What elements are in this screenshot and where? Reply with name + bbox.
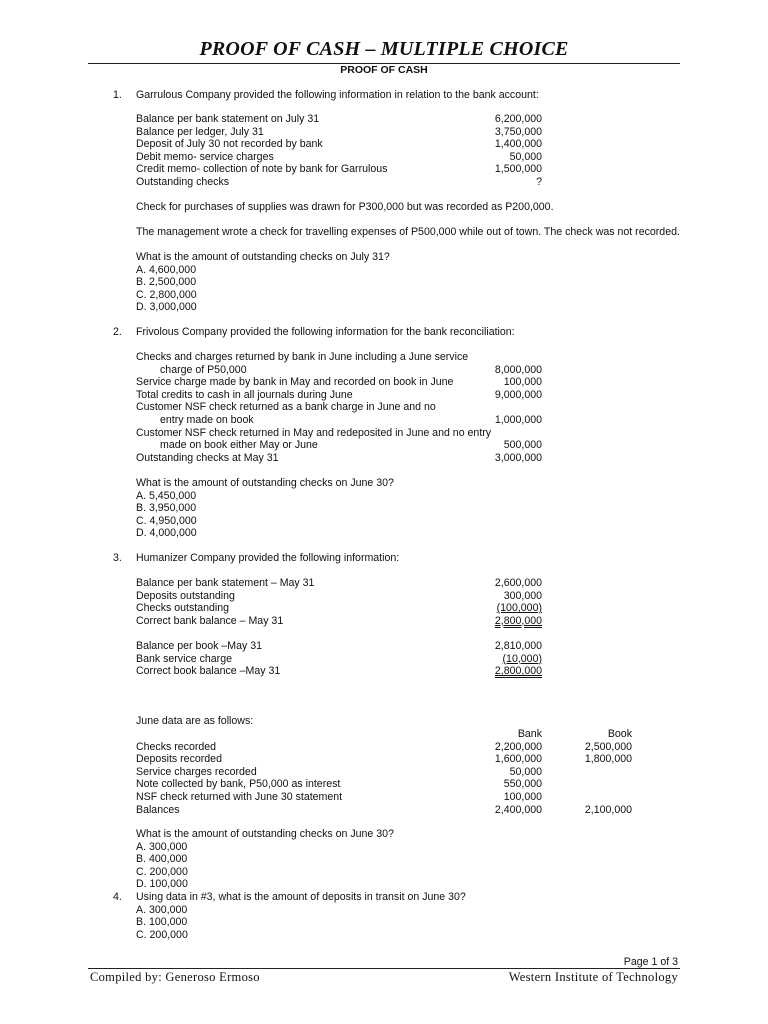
- q1-note-2: The management wrote a check for travelling expenses of P500,000 while out of town. The check was not recorded.: [136, 226, 680, 238]
- q2-row: made on book either May or June 500,000: [160, 439, 542, 452]
- q1-row: Balance per ledger, July 31 3,750,000: [136, 125, 542, 138]
- q2-number: 2.: [113, 326, 122, 338]
- q3-bank-row: Checks outstanding (100,000): [136, 602, 542, 615]
- q2-intro: Frivolous Company provided the following information for the bank reconciliation:: [136, 326, 515, 338]
- q1-row: Debit memo- service charges 50,000: [136, 150, 542, 163]
- q1-choice-d: D. 3,000,000: [136, 301, 197, 314]
- page-title: PROOF OF CASH – MULTIPLE CHOICE: [199, 38, 569, 60]
- q2-row: Outstanding checks at May 31 3,000,000: [136, 451, 542, 464]
- q1-row: Outstanding checks ?: [136, 176, 542, 188]
- q3-june-row: Checks recorded 2,200,000 2,500,000: [136, 740, 632, 753]
- q2-row: Customer NSF check returned in May and redeposited in June and no entry: [136, 426, 492, 439]
- q3-book-row: Balance per book –May 31 2,810,000: [136, 640, 542, 652]
- q2-choice-b: B. 3,950,000: [136, 502, 197, 515]
- q2-choice-c: C. 4,950,000: [136, 514, 197, 527]
- q1-question: What is the amount of outstanding checks on July 31?: [136, 251, 390, 263]
- page-number: Page 1 of 3: [623, 956, 678, 968]
- q3-choice-c: C. 200,000: [136, 865, 188, 878]
- q2-choice-d: D. 4,000,000: [136, 527, 197, 540]
- q1-choice-c: C. 2,800,000: [136, 288, 197, 301]
- q1-number: 1.: [113, 89, 122, 101]
- q4-choice-c: C. 200,000: [136, 928, 188, 941]
- q1-choice-a: A. 4,600,000: [136, 263, 197, 276]
- q2-question: What is the amount of outstanding checks on June 30?: [136, 477, 394, 489]
- q2-row: Customer NSF check returned as a bank charge in June and no: [136, 401, 436, 414]
- q3-book-row: Correct book balance –May 31 2,800,000: [136, 665, 542, 678]
- q3-june-row: Note collected by bank, P50,000 as interest 550,000: [136, 778, 542, 791]
- q3-june-intro: June data are as follows:: [136, 715, 254, 727]
- q3-choice-d: D. 100,000: [136, 878, 188, 891]
- page-subtitle: PROOF OF CASH: [340, 64, 428, 76]
- q1-intro: Garrulous Company provided the following information in relation to the bank account:: [136, 89, 539, 101]
- q1-row: Balance per bank statement on July 31 6,200,000: [136, 113, 542, 125]
- compiled-by: Compiled by: Generoso Ermoso: [90, 970, 260, 984]
- q2-row: Total credits to cash in all journals during June 9,000,000: [136, 388, 542, 401]
- q3-june-row: Deposits recorded 1,600,000 1,800,000: [136, 753, 632, 766]
- q2-row: Checks and charges returned by bank in June including a June service: [136, 351, 469, 363]
- q3-june-row: Service charges recorded 50,000: [136, 765, 542, 778]
- q1-row: Credit memo- collection of note by bank for Garrulous 1,500,000: [136, 163, 542, 176]
- q3-june-row: NSF check returned with June 30 statement 100,000: [136, 791, 542, 803]
- q3-col-bank: Bank: [517, 728, 542, 740]
- q2-row: entry made on book 1,000,000: [160, 414, 542, 426]
- q2-choice-a: A. 5,450,000: [136, 489, 197, 502]
- q3-bank-row: Balance per bank statement – May 31 2,600,000: [136, 577, 542, 589]
- q1-note-1: Check for purchases of supplies was drawn for P300,000 but was recorded as P200,000.: [136, 201, 554, 213]
- q3-col-book: Book: [607, 728, 632, 740]
- q1-choice-b: B. 2,500,000: [136, 276, 197, 289]
- footer-rule: [88, 968, 680, 969]
- q3-intro: Humanizer Company provided the following information:: [136, 552, 400, 564]
- q3-choice-a: A. 300,000: [136, 840, 188, 853]
- q4-number: 4.: [113, 891, 122, 903]
- q4-question: Using data in #3, what is the amount of deposits in transit on June 30?: [136, 891, 466, 903]
- q3-bank-row: Correct bank balance – May 31 2,800,000: [136, 614, 542, 627]
- q2-row: charge of P50,000 8,000,000: [160, 363, 542, 376]
- institute-name: Western Institute of Technology: [508, 970, 678, 984]
- q3-book-row: Bank service charge (10,000): [136, 652, 542, 665]
- q3-bank-row: Deposits outstanding 300,000: [136, 589, 542, 602]
- q3-question: What is the amount of outstanding checks on June 30?: [136, 828, 394, 840]
- q1-row: Deposit of July 30 not recorded by bank 1,400,000: [136, 138, 542, 151]
- q2-row: Service charge made by bank in May and recorded on book in June 100,000: [136, 376, 542, 389]
- q4-choice-b: B. 100,000: [136, 916, 188, 929]
- q4-choice-a: A. 300,000: [136, 903, 188, 916]
- q3-june-row: Balances 2,400,000 2,100,000: [136, 803, 632, 816]
- q3-number: 3.: [113, 552, 122, 564]
- q3-choice-b: B. 400,000: [136, 853, 188, 866]
